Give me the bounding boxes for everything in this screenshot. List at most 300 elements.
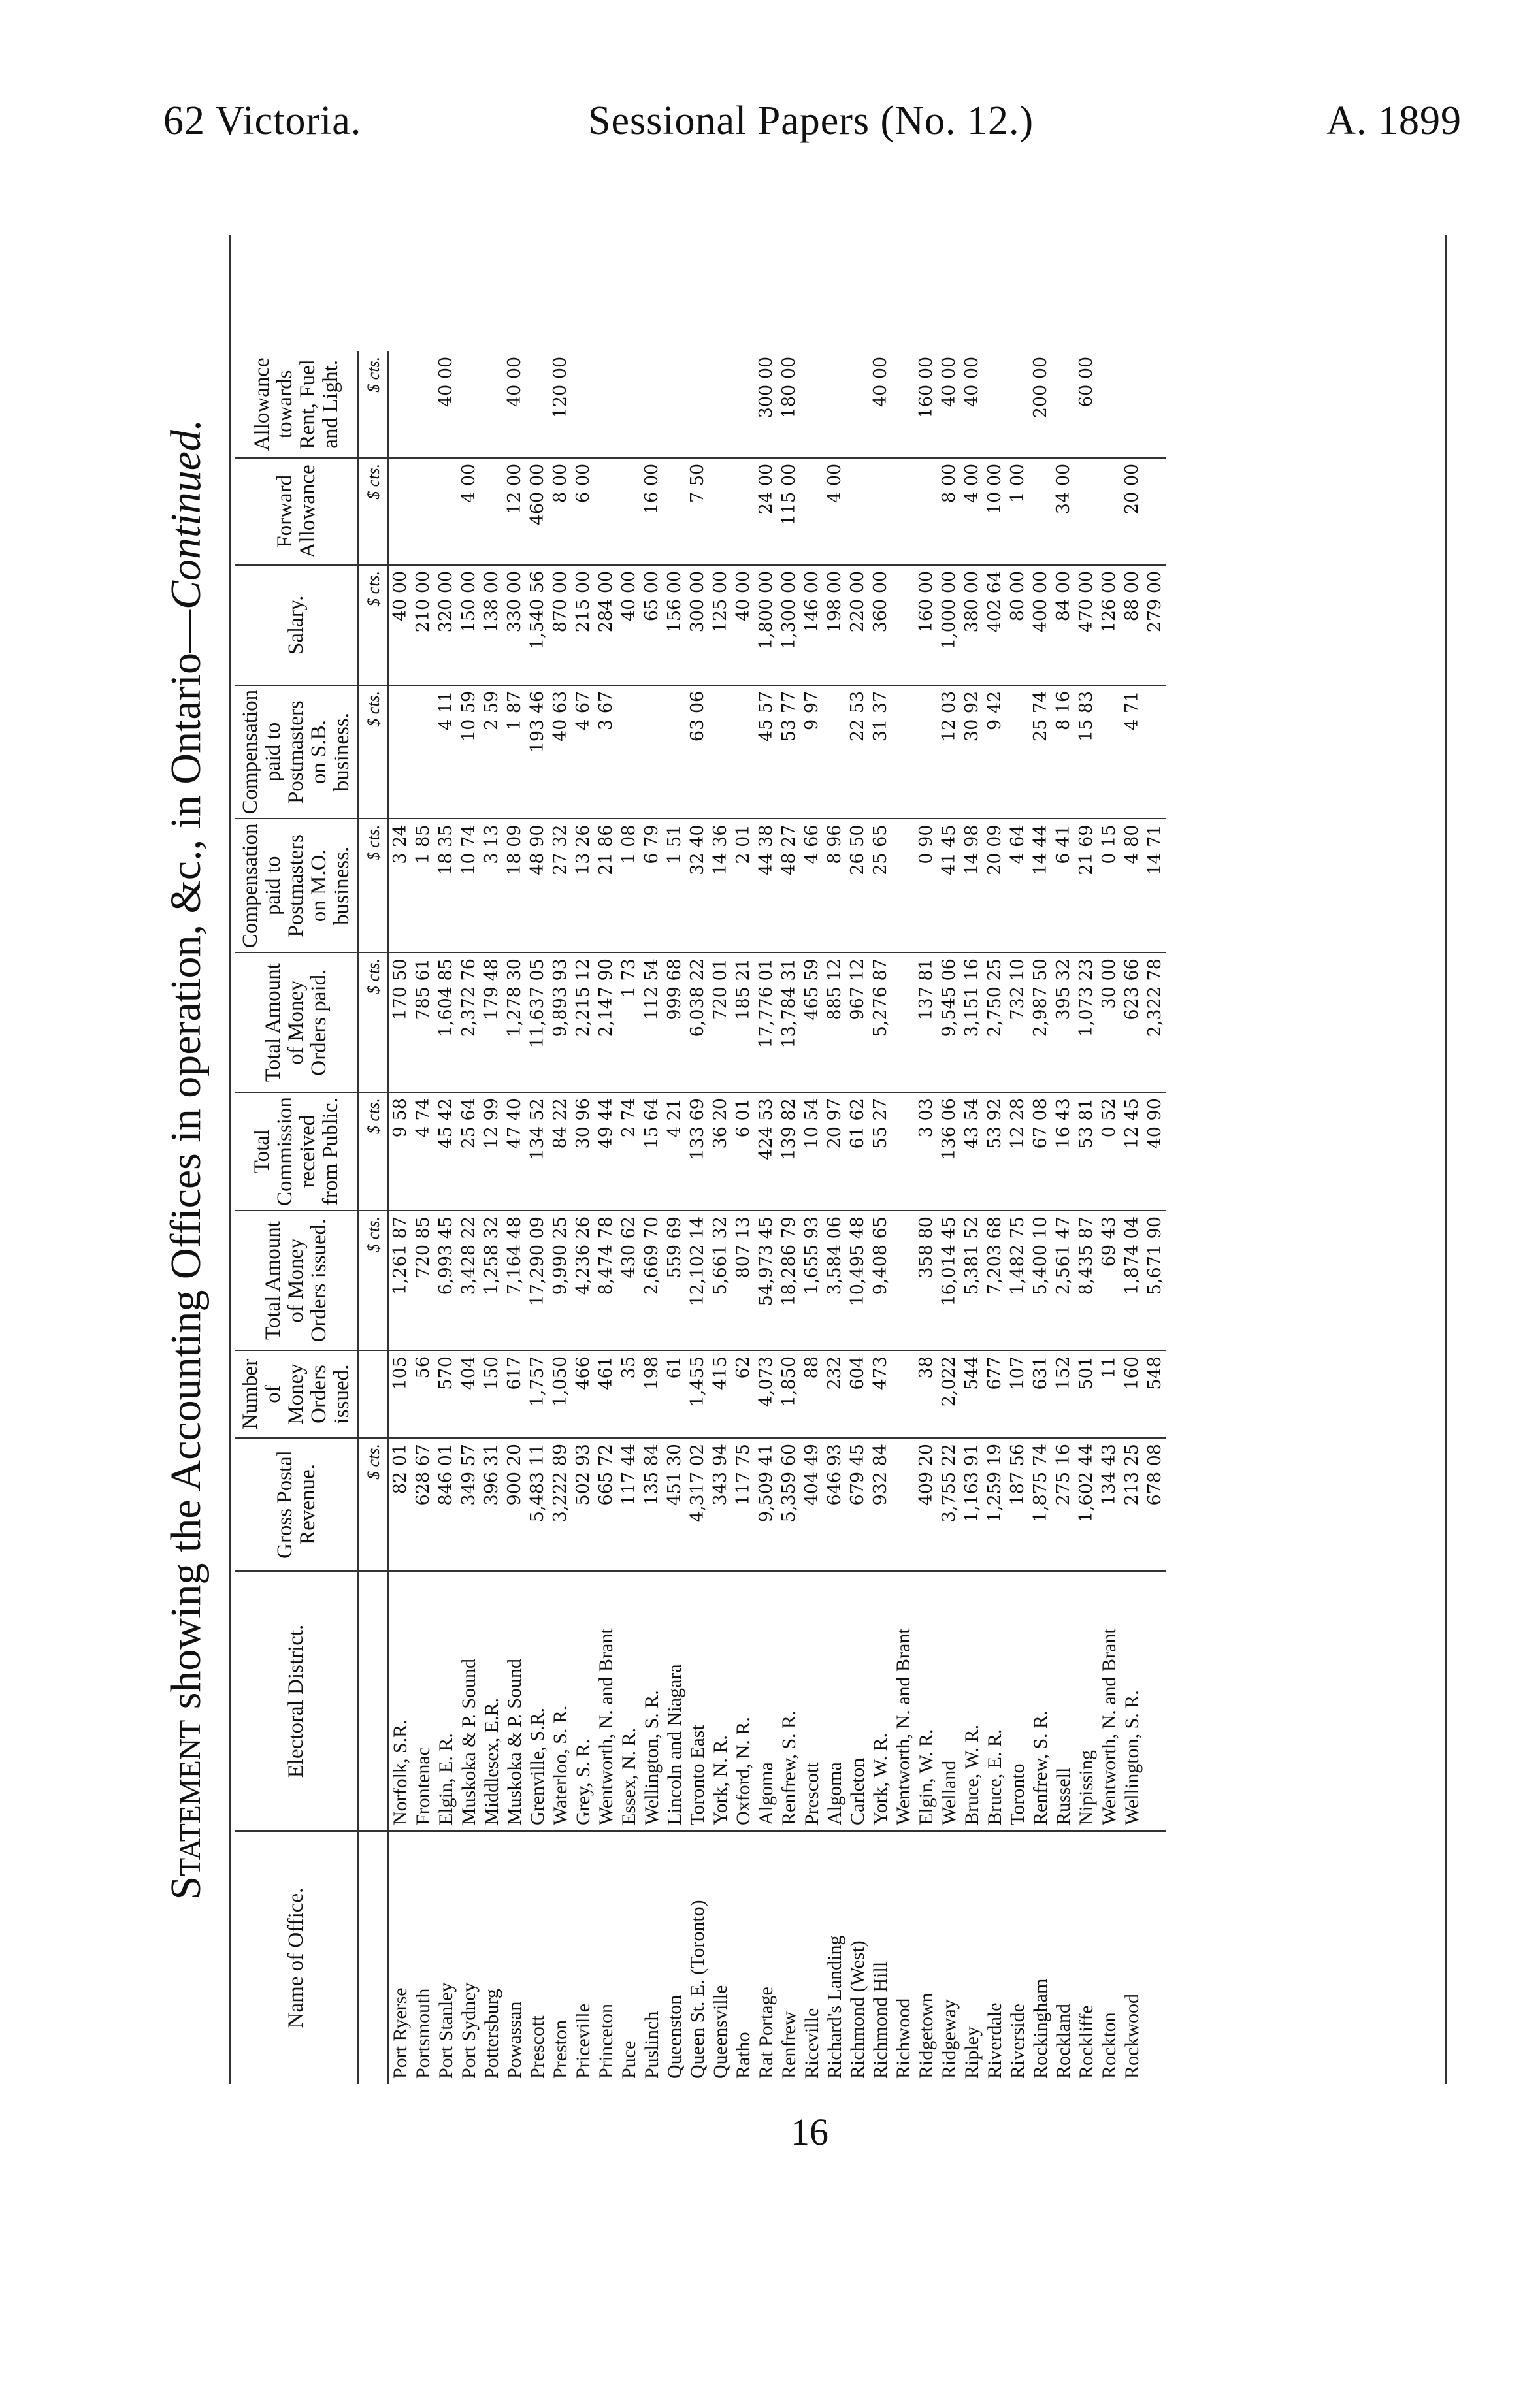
table-row [1029, 351, 1052, 2084]
value-cell: 40 00 [938, 351, 960, 458]
value-cell: 2 01 [732, 819, 755, 952]
table-row [938, 351, 960, 2084]
value-cell: 9 58 [388, 1092, 412, 1211]
value-cell: 0 52 [1098, 1092, 1121, 1211]
value-cell: 17,290 09 [526, 1211, 549, 1350]
value-cell [846, 458, 869, 565]
value-cell: 300 00 [755, 351, 778, 458]
value-cell: 1,278 30 [503, 952, 526, 1092]
value-cell: 49 44 [595, 1092, 617, 1211]
col-rent: Allowance towards Rent, Fuel and Light. [235, 351, 358, 458]
value-cell: 2,750 25 [983, 952, 1006, 1092]
value-cell: 501 [1075, 1350, 1098, 1438]
table-row [732, 351, 755, 2084]
value-cell: 5,400 10 [1029, 1211, 1052, 1350]
value-cell: 1,655 93 [800, 1211, 823, 1350]
district-cell: Renfrew, S. R. [1029, 1571, 1052, 1831]
value-cell: 12 99 [480, 1092, 503, 1211]
district-cell: Wellington, S. R. [640, 1571, 663, 1831]
office-name-cell: Ratho [732, 2032, 754, 2079]
title-lead: Statement [162, 1719, 210, 1900]
district-cell: Nipissing [1075, 1571, 1098, 1831]
district-cell: Welland [938, 1571, 960, 1831]
office-name-cell: Ridgeway [938, 1999, 960, 2079]
value-cell: 232 [823, 1350, 846, 1438]
office-name-cell: Queensville [710, 1985, 731, 2079]
district-cell: York, W. R. [869, 1571, 892, 1831]
value-cell: 40 00 [503, 351, 526, 458]
district-cell: Middlesex, E.R. [480, 1571, 503, 1831]
value-cell [892, 1211, 915, 1350]
value-cell: 193 46 [526, 685, 549, 819]
value-cell: 55 27 [869, 1092, 892, 1211]
value-cell: 275 16 [1052, 1438, 1075, 1571]
office-name-cell: Rockingham [1030, 1978, 1051, 2079]
value-cell: 1,604 85 [434, 952, 457, 1092]
table-row [800, 351, 823, 2084]
value-cell: 56 [412, 1350, 434, 1438]
table-row [709, 351, 732, 2084]
value-cell: 300 00 [686, 565, 709, 685]
header-sessional-papers: Sessional Papers (No. 12.) [588, 99, 1034, 143]
value-cell [412, 685, 434, 819]
value-cell: 8 96 [823, 819, 846, 952]
value-cell: 7 50 [686, 458, 709, 565]
value-cell: 402 64 [983, 565, 1006, 685]
value-cell: 88 [800, 1350, 823, 1438]
value-cell: 115 00 [778, 458, 800, 565]
value-cell: 2,669 70 [640, 1211, 663, 1350]
value-cell: 18,286 79 [778, 1211, 800, 1350]
col-issued: Total Amount of Money Orders issued. [235, 1211, 358, 1350]
value-cell [823, 685, 846, 819]
value-cell: 358 80 [915, 1211, 938, 1350]
value-cell: 137 81 [915, 952, 938, 1092]
value-cell: 967 12 [846, 952, 869, 1092]
value-cell: 3 13 [480, 819, 503, 952]
value-cell: 135 84 [640, 1438, 663, 1571]
value-cell [732, 458, 755, 565]
value-cell: 10 00 [983, 458, 1006, 565]
table-row [388, 351, 412, 2084]
value-cell: 62 [732, 1350, 755, 1438]
value-cell: 12 03 [938, 685, 960, 819]
office-name-cell: Richmond (West) [847, 1940, 868, 2079]
value-cell: 1,261 87 [388, 1211, 412, 1350]
value-cell: 3 24 [388, 819, 412, 952]
office-name-cell: Riceville [801, 2008, 823, 2079]
value-cell: 396 31 [480, 1438, 503, 1571]
value-cell: 7,203 68 [983, 1211, 1006, 1350]
value-cell: 9 42 [983, 685, 1006, 819]
table-row [572, 351, 595, 2084]
table-row [983, 351, 1006, 2084]
value-cell: 2,987 50 [1029, 952, 1052, 1092]
value-cell: 4 71 [1121, 685, 1143, 819]
value-cell [800, 351, 823, 458]
office-name-cell: Queenston [664, 1994, 685, 2079]
value-cell: 40 00 [388, 565, 412, 685]
value-cell: 1,757 [526, 1350, 549, 1438]
value-cell [892, 351, 915, 458]
office-name-cell: Puslinch [641, 2011, 663, 2079]
value-cell: 5,483 11 [526, 1438, 549, 1571]
value-cell: 8 00 [938, 458, 960, 565]
value-cell: 185 21 [732, 952, 755, 1092]
office-name-cell: Rockwood [1121, 1994, 1143, 2079]
office-name-cell: Port Sydney [458, 1982, 480, 2079]
value-cell [892, 952, 915, 1092]
value-cell: 54,973 45 [755, 1211, 778, 1350]
col-gross: Gross Postal Revenue. [235, 1438, 358, 1571]
value-cell [595, 351, 617, 458]
table-row [1143, 351, 1166, 2084]
value-cell: 31 37 [869, 685, 892, 819]
table-row [892, 351, 915, 2084]
header-year: A. 1899 [1326, 99, 1462, 143]
value-cell: 3,755 22 [938, 1438, 960, 1571]
value-cell: 63 06 [686, 685, 709, 819]
value-cell: 2,022 [938, 1350, 960, 1438]
value-cell: 84 00 [1052, 565, 1075, 685]
value-cell: 13,784 31 [778, 952, 800, 1092]
value-cell: 84 22 [549, 1092, 572, 1211]
value-cell: 1,258 32 [480, 1211, 503, 1350]
value-cell: 677 [983, 1350, 1006, 1438]
office-name-cell: Pottersburg [481, 1989, 502, 2079]
value-cell: 160 [1121, 1350, 1143, 1438]
value-cell: 15 83 [1075, 685, 1098, 819]
value-cell: 2 74 [617, 1092, 640, 1211]
value-cell: 156 00 [663, 565, 686, 685]
value-cell [892, 458, 915, 565]
district-cell: Prescott [800, 1571, 823, 1831]
value-cell: 14 71 [1143, 819, 1166, 952]
value-cell: 14 36 [709, 819, 732, 952]
value-cell: 6 41 [1052, 819, 1075, 952]
value-cell: 179 48 [480, 952, 503, 1092]
value-cell: 134 43 [1098, 1438, 1121, 1571]
value-cell: 69 43 [1098, 1211, 1121, 1350]
value-cell: 200 00 [1029, 351, 1052, 458]
value-cell: 25 64 [457, 1092, 480, 1211]
value-cell [388, 685, 412, 819]
value-cell: 34 00 [1052, 458, 1075, 565]
value-cell: 4,073 [755, 1350, 778, 1438]
value-cell [617, 351, 640, 458]
value-cell [663, 458, 686, 565]
value-cell: 1,000 00 [938, 565, 960, 685]
value-cell: 4 80 [1121, 819, 1143, 952]
col-number: Number of Money Orders issued. [235, 1350, 358, 1438]
value-cell: 61 62 [846, 1092, 869, 1211]
value-cell: 4,236 26 [572, 1211, 595, 1350]
unit-cell: $ cts. [358, 1211, 388, 1350]
value-cell: 9,408 65 [869, 1211, 892, 1350]
value-cell: 1 51 [663, 819, 686, 952]
value-cell: 559 69 [663, 1211, 686, 1350]
value-cell [732, 685, 755, 819]
rotated-statement [150, 235, 1450, 2084]
value-cell: 4 21 [663, 1092, 686, 1211]
unit-cell [358, 1571, 388, 1831]
value-cell [412, 458, 434, 565]
value-cell: 279 00 [1143, 565, 1166, 685]
col-name: Name of Office. [235, 1831, 358, 2084]
table-row [755, 351, 778, 2084]
value-cell: 16 43 [1052, 1092, 1075, 1211]
value-cell: 133 69 [686, 1092, 709, 1211]
value-cell: 9,893 93 [549, 952, 572, 1092]
value-cell: 2,147 90 [595, 952, 617, 1092]
value-cell: 900 20 [503, 1438, 526, 1571]
unit-cell: $ cts. [358, 351, 388, 458]
value-cell: 4 00 [960, 458, 983, 565]
table-row [434, 351, 457, 2084]
value-cell: 215 00 [572, 565, 595, 685]
value-cell: 0 90 [915, 819, 938, 952]
value-cell: 1,050 [549, 1350, 572, 1438]
value-cell [388, 351, 412, 458]
office-name-cell: Princeton [595, 2004, 617, 2079]
value-cell: 320 00 [434, 565, 457, 685]
office-name-cell [1143, 1831, 1166, 2084]
value-cell [709, 458, 732, 565]
value-cell: 20 09 [983, 819, 1006, 952]
district-cell: Elgin, E. R. [434, 1571, 457, 1831]
district-cell: Russell [1052, 1571, 1075, 1831]
value-cell: 8 00 [549, 458, 572, 565]
value-cell [892, 1092, 915, 1211]
value-cell: 1 87 [503, 685, 526, 819]
unit-cell: $ cts. [358, 1092, 388, 1211]
value-cell [617, 685, 640, 819]
value-cell: 21 69 [1075, 819, 1098, 952]
value-cell: 13 26 [572, 819, 595, 952]
value-cell [480, 458, 503, 565]
value-cell: 198 00 [823, 565, 846, 685]
value-cell: 120 00 [549, 351, 572, 458]
table-row [480, 351, 503, 2084]
value-cell: 126 00 [1098, 565, 1121, 685]
value-cell [480, 351, 503, 458]
value-cell: 47 40 [503, 1092, 526, 1211]
value-cell: 146 00 [800, 565, 823, 685]
value-cell [869, 458, 892, 565]
value-cell [1029, 458, 1052, 565]
office-name-cell: Port Ryerse [389, 1987, 411, 2079]
value-cell: 330 00 [503, 565, 526, 685]
table-row [457, 351, 480, 2084]
value-cell: 343 94 [709, 1438, 732, 1571]
value-cell [846, 351, 869, 458]
table-row [1075, 351, 1098, 2084]
value-cell: 136 06 [938, 1092, 960, 1211]
value-cell: 807 13 [732, 1211, 755, 1350]
district-cell: Wentworth, N. and Brant [1098, 1571, 1121, 1831]
table-row [1006, 351, 1029, 2084]
value-cell [1143, 685, 1166, 819]
value-cell: 2,215 12 [572, 952, 595, 1092]
unit-cell: $ cts. [358, 819, 388, 952]
value-cell: 138 00 [480, 565, 503, 685]
district-cell: Grenville, S.R. [526, 1571, 549, 1831]
accounting-offices-table [235, 351, 1166, 2084]
district-cell: Lincoln and Niagara [663, 1571, 686, 1831]
table-row [549, 351, 572, 2084]
value-cell: 80 00 [1006, 565, 1029, 685]
value-cell: 1 08 [617, 819, 640, 952]
value-cell [1098, 458, 1121, 565]
table-row [823, 351, 846, 2084]
value-cell: 678 08 [1143, 1438, 1166, 1571]
value-cell [1075, 458, 1098, 565]
value-cell: 473 [869, 1350, 892, 1438]
district-cell: Wentworth, N. and Brant [595, 1571, 617, 1831]
office-name-cell: Prescott [527, 2015, 548, 2079]
value-cell: 15 64 [640, 1092, 663, 1211]
column-headers [235, 351, 358, 2084]
value-cell: 409 20 [915, 1438, 938, 1571]
value-cell: 8 16 [1052, 685, 1075, 819]
value-cell: 40 00 [617, 565, 640, 685]
value-cell: 870 00 [549, 565, 572, 685]
value-cell: 451 30 [663, 1438, 686, 1571]
value-cell: 12 28 [1006, 1092, 1029, 1211]
office-name-cell: Preston [549, 2020, 571, 2079]
unit-cell: $ cts. [358, 1438, 388, 1571]
value-cell [709, 685, 732, 819]
value-cell: 785 61 [412, 952, 434, 1092]
value-cell [617, 458, 640, 565]
value-cell: 25 65 [869, 819, 892, 952]
value-cell: 4 00 [823, 458, 846, 565]
office-name-cell: Ridgetown [915, 1993, 937, 2079]
value-cell [915, 685, 938, 819]
value-cell: 38 [915, 1350, 938, 1438]
value-cell: 16 00 [640, 458, 663, 565]
value-cell: 65 00 [640, 565, 663, 685]
value-cell: 404 49 [800, 1438, 823, 1571]
office-name-cell: Richmond Hill [870, 1961, 891, 2079]
value-cell: 720 01 [709, 952, 732, 1092]
value-cell [709, 351, 732, 458]
value-cell: 43 54 [960, 1092, 983, 1211]
district-cell: Carleton [846, 1571, 869, 1831]
value-cell: 40 00 [434, 351, 457, 458]
office-name-cell: Powassan [504, 2001, 525, 2079]
value-cell: 404 [457, 1350, 480, 1438]
value-cell: 460 00 [526, 458, 549, 565]
value-cell: 107 [1006, 1350, 1029, 1438]
value-cell: 150 00 [457, 565, 480, 685]
value-cell: 22 53 [846, 685, 869, 819]
value-cell: 88 00 [1121, 565, 1143, 685]
value-cell [915, 458, 938, 565]
value-cell: 53 77 [778, 685, 800, 819]
col-comp-sb: Compensation paid to Postmasters on S.B. business. [235, 685, 358, 819]
value-cell: 2,372 76 [457, 952, 480, 1092]
value-cell: 3,428 22 [457, 1211, 480, 1350]
unit-cell: $ cts. [358, 952, 388, 1092]
table-row [412, 351, 434, 2084]
district-cell: Oxford, N. R. [732, 1571, 755, 1831]
value-cell: 36 20 [709, 1092, 732, 1211]
value-cell: 631 [1029, 1350, 1052, 1438]
value-cell: 4 67 [572, 685, 595, 819]
value-cell: 32 40 [686, 819, 709, 952]
value-cell [640, 685, 663, 819]
district-cell: Toronto East [686, 1571, 709, 1831]
table-row [640, 351, 663, 2084]
col-paid: Total Amount of Money Orders paid. [235, 952, 358, 1092]
value-cell [663, 685, 686, 819]
value-cell [892, 819, 915, 952]
value-cell: 1,602 44 [1075, 1438, 1098, 1571]
value-cell: 53 81 [1075, 1092, 1098, 1211]
value-cell: 360 00 [869, 565, 892, 685]
value-cell: 134 52 [526, 1092, 549, 1211]
value-cell: 170 50 [388, 952, 412, 1092]
table-row [526, 351, 549, 2084]
value-cell: 604 [846, 1350, 869, 1438]
value-cell: 213 25 [1121, 1438, 1143, 1571]
page-number: 16 [791, 2111, 828, 2153]
table-row [1121, 351, 1143, 2084]
value-cell: 117 75 [732, 1438, 755, 1571]
value-cell: 6,993 45 [434, 1211, 457, 1350]
value-cell: 18 35 [434, 819, 457, 952]
value-cell: 30 00 [1098, 952, 1121, 1092]
value-cell: 646 93 [823, 1438, 846, 1571]
value-cell: 26 50 [846, 819, 869, 952]
value-cell: 623 66 [1121, 952, 1143, 1092]
value-cell: 48 90 [526, 819, 549, 952]
value-cell: 932 84 [869, 1438, 892, 1571]
value-cell: 461 [595, 1350, 617, 1438]
value-cell: 20 97 [823, 1092, 846, 1211]
value-cell: 12 00 [503, 458, 526, 565]
district-cell: Algoma [823, 1571, 846, 1831]
value-cell: 30 96 [572, 1092, 595, 1211]
value-cell: 380 00 [960, 565, 983, 685]
table-row [778, 351, 800, 2084]
district-cell: Waterloo, S. R. [549, 1571, 572, 1831]
value-cell: 1,259 19 [983, 1438, 1006, 1571]
value-cell [1098, 351, 1121, 458]
value-cell [892, 685, 915, 819]
table-row [1052, 351, 1075, 2084]
value-cell [526, 351, 549, 458]
value-cell [595, 458, 617, 565]
value-cell: 415 [709, 1350, 732, 1438]
value-cell: 24 00 [755, 458, 778, 565]
value-cell: 8,435 87 [1075, 1211, 1098, 1350]
value-cell: 16,014 45 [938, 1211, 960, 1350]
table-row [617, 351, 640, 2084]
value-cell: 5,359 60 [778, 1438, 800, 1571]
district-cell: Bruce, W. R. [960, 1571, 983, 1831]
office-name-cell: Richard's Landing [824, 1935, 845, 2079]
value-cell [892, 1438, 915, 1571]
table-row [960, 351, 983, 2084]
value-cell: 40 63 [549, 685, 572, 819]
value-cell [732, 351, 755, 458]
value-cell: 44 38 [755, 819, 778, 952]
district-cell: Norfolk, S.R. [388, 1571, 412, 1831]
value-cell: 10 54 [800, 1092, 823, 1211]
value-cell: 82 01 [388, 1438, 412, 1571]
